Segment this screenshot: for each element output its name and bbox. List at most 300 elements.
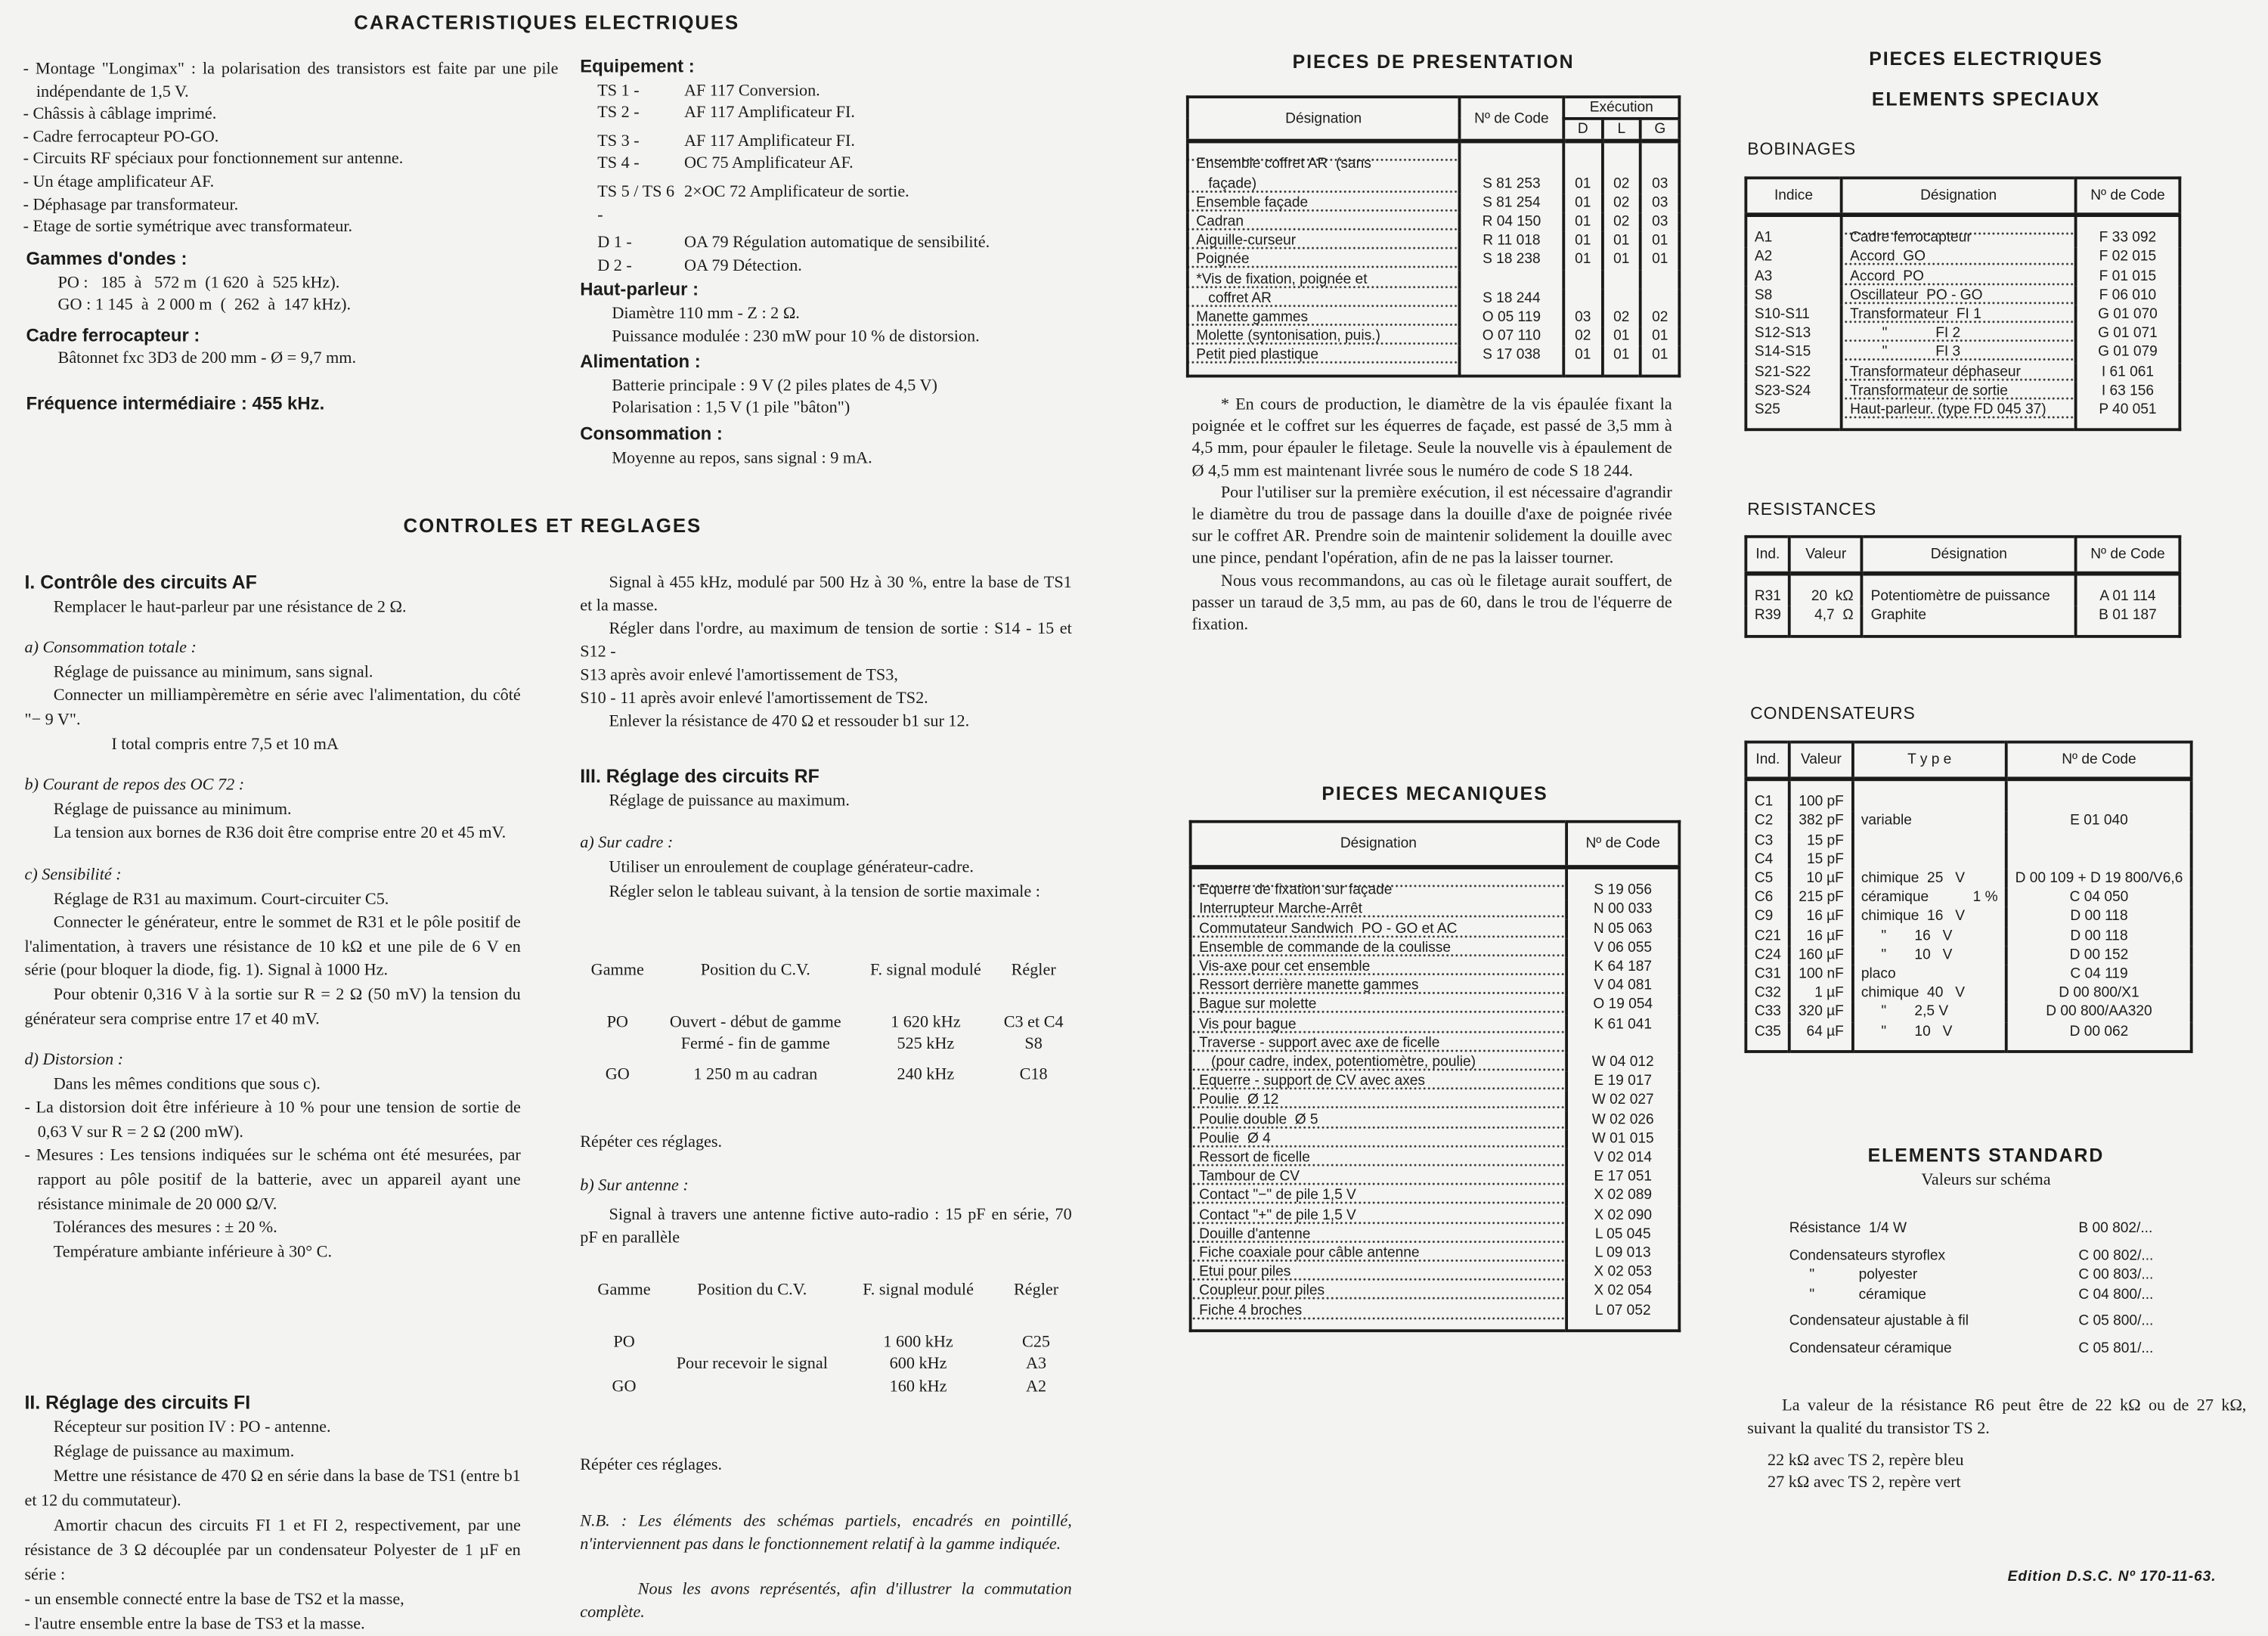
haut-parleur-heading: Haut-parleur : [580,279,699,300]
text-line: II. Réglage des circuits FI [24,1391,251,1414]
table-cell: céramique 1 % [1852,888,2006,907]
table-cell: C1 [1754,794,1774,810]
table-cell: R 11 018 [1460,232,1564,251]
standard-code: C 00 802/... [2078,1247,2154,1264]
table-cell: G 01 070 [2076,305,2180,324]
table-row [1191,1301,1680,1331]
consommation-text: Moyenne au repos, sans signal : 9 mA. [612,448,872,467]
rf-header: Position du C.V. [697,1280,807,1300]
table-cell: C9 [1754,909,1774,925]
rf-cell: 240 kHz [897,1064,955,1083]
standard-designation: Résistance 1/4 W [1789,1220,1907,1237]
table-cell: W 04 012 [1566,1053,1679,1072]
gammes-block [26,249,561,416]
table-cell: R31 [1754,589,1781,606]
table-row [1746,984,2192,1002]
table-cell: 02 [1563,327,1602,346]
table-cell: 01 [1602,232,1641,251]
table-cell: chimique 40 V [1852,984,2006,1002]
table-cell: " FI 3 [1842,343,2076,362]
table-cell: " FI 2 [1842,324,2076,343]
rf-cell: Ouvert - début de gamme [669,1012,841,1031]
table-cell: O 07 110 [1460,327,1564,346]
equipement-desc: OC 75 Amplificateur AF. [683,153,854,173]
rf-cell: GO [605,1064,630,1083]
table-cell [2006,779,2192,812]
table-cell [1566,1034,1679,1053]
gammes-go: GO : 1 145 à 2 000 m ( 262 à 147 kHz). [57,295,352,314]
standard-designation: " céramique [1789,1286,1926,1303]
table-row [1191,1072,1680,1091]
table-cell: Molette (syntonisation, puis.) [1188,327,1460,346]
table-cell: B 01 187 [2076,606,2180,636]
table-cell: 100 pF [1789,779,1852,812]
equipement-item [580,130,1086,153]
text-line: a) Consommation totale : [24,638,197,657]
table-cell: V 02 014 [1566,1148,1679,1167]
text-line: S13 après avoir enlevé l'amortissement de TS3, [580,665,898,684]
table-row [1746,286,2180,305]
standard-code: C 00 803/... [2078,1267,2154,1284]
standard-code: C 04 800/... [2078,1286,2154,1303]
section-title-controles: CONTROLES ET REGLAGES [403,515,702,537]
table-cell: Ensemble de commande de la coulisse [1191,938,1566,957]
table-row [1191,1168,1680,1187]
table-cell: Bague sur molette [1191,996,1566,1015]
table-cell [1602,289,1641,308]
table-row [1746,1022,2192,1052]
table-cell: 160 µF [1789,946,1852,965]
table-row [1191,958,1680,977]
table-row [1188,308,1680,327]
elements-speciaux-title: ELEMENTS SPECIAUX [1871,88,2100,110]
standard-designation: Condensateur céramique [1789,1340,1952,1356]
rf-cell: 1 250 m au cadran [693,1064,818,1083]
text-line: Réglage de R31 au maximum. Court-circuiter C5. [53,888,389,908]
standard-code: B 00 802/... [2078,1220,2153,1237]
text-line: - un ensemble connecté entre la base de TS2 et la masse, [24,1589,404,1609]
rf-cell [581,1033,653,1055]
edition-number: Edition D.S.C. Nº 170-11-63. [2007,1569,2217,1585]
table-cell [2006,831,2192,850]
table-cell: S 17 038 [1460,346,1564,376]
table-cell: C21 [1754,928,1781,944]
table-cell: S 81 253 [1460,175,1564,194]
col-d: D [1563,119,1602,141]
table-cell: chimique 16 V [1852,907,2006,926]
table-cell: 01 [1602,327,1641,346]
table-cell: D 00 118 [2006,927,2192,946]
table-cell: C2 [1754,813,1774,830]
table-cell: Ressort derrière manette gammes [1191,977,1566,996]
table-row [1191,1244,1680,1263]
table-cell: S 18 238 [1460,251,1564,270]
rf-cell: Fermé - fin de gamme [680,1034,830,1054]
table-cell: " 2,5 V [1852,1003,2006,1022]
table-cell: Ensemble façade [1188,194,1460,212]
table-cell: 20 kΩ [1789,574,1862,606]
table-row [1191,867,1680,900]
table-cell: Equerre de fixation sur façade [1191,867,1566,900]
table-row [1191,1206,1680,1225]
repeat-note-2: Répéter ces réglages. [580,1455,723,1474]
text-line: Connecter un milliampèremètre en série avec l'alimentation, du côté "− 9 V". [24,686,521,730]
standard-list [1789,1219,2154,1359]
table-row [1188,232,1680,251]
table-cell: variable [1852,812,2006,831]
table-cell: 4,7 Ω [1789,606,1862,636]
table-cell: X 02 054 [1566,1282,1679,1301]
table-cell: Interrupteur Marche-Arrêt [1191,900,1566,919]
table-cell: L 07 052 [1566,1301,1679,1331]
table-cell: Coupleur pour piles [1191,1282,1566,1301]
col-designation: Désignation [1188,97,1460,141]
table-row [1746,363,2180,382]
table-cell: L 05 045 [1566,1225,1679,1244]
table-cell [1602,270,1641,289]
table-row [1191,1129,1680,1148]
standard-item [1789,1266,2223,1285]
table-row [1746,305,2180,324]
text-line: Réglage de puissance au maximum. [609,791,850,810]
table-row [1191,1053,1680,1072]
table-row [1188,289,1680,308]
rf-header: Position du C.V. [700,960,810,980]
text-line: Réglage de puissance au minimum, sans signal. [53,662,373,681]
text-line: Tolérances des mesures : ± 20 %. [53,1218,277,1238]
table-cell: A 01 114 [2076,574,2180,606]
table-cell: Fiche 4 broches [1191,1301,1566,1331]
text-line: Régler selon le tableau suivant, à la tension de sortie maximale : [609,882,1040,901]
table-row [1188,346,1680,376]
table-cell: 01 [1602,251,1641,270]
table-cell: R39 [1754,608,1781,624]
rf-cell: PO [606,1012,628,1031]
table-cell: Contact "−" de pile 1,5 V [1191,1187,1566,1206]
text-line: Signal à 455 kHz, modulé par 500 Hz à 30 %, entre la base de TS1 et la masse. [580,572,1072,615]
table-row [1191,1148,1680,1167]
table-row [1191,1225,1680,1244]
table-cell: C6 [1754,890,1774,906]
table-row [1746,1003,2192,1022]
standard-designation: Condensateur ajustable à fil [1789,1313,1969,1330]
table-cell: 100 nF [1789,965,1852,984]
table-row [1191,1187,1680,1206]
presentation-title: PIECES DE PRESENTATION [1292,50,1575,73]
table-cell [1563,270,1602,289]
table-row [1191,938,1680,957]
col-ind: Ind. [1746,537,1789,574]
rf-row [581,1033,1074,1055]
col-code: Nº de Code [2076,537,2180,574]
table-cell: 01 [1602,346,1641,376]
table-row [1746,248,2180,267]
text-line: a) Sur cadre : [580,833,674,852]
col-valeur: Valeur [1789,742,1852,779]
gammes-heading: Gammes d'ondes : [26,249,187,269]
table-cell: D 00 152 [2006,946,2192,965]
table-cell: A2 [1754,249,1773,265]
table-row [1746,324,2180,343]
table-cell: Fiche coaxiale pour câble antenne [1191,1244,1566,1263]
equipement-item [580,101,1086,124]
text-line: - l'autre ensemble entre la base de TS3 et la masse. [24,1614,365,1634]
table-cell: 02 [1602,175,1641,194]
table-cell: Contact "+" de pile 1,5 V [1191,1206,1566,1225]
col-code: Nº de Code [1566,822,1679,868]
table-cell: Vis-axe pour cet ensemble [1191,958,1566,977]
rf-cell: A2 [1025,1377,1047,1396]
standard-item [1789,1339,2223,1359]
text-line: - Etage de sortie symétrique avec transformateur. [23,217,353,237]
table-cell: 64 µF [1789,1022,1852,1052]
table-cell: 01 [1641,232,1679,251]
table-row [1188,175,1680,194]
section-3-rf [580,755,1072,904]
text-line: Enlever la résistance de 470 Ω et ressouder b1 sur 12. [609,711,970,731]
alim-batterie: Batterie principale : 9 V (2 piles plates de 4,5 V) [612,375,937,395]
text-line: Connecter le générateur, entre le sommet de R31 et le pôle positif de l'alimentation, à travers une résistance de 10 kΩ et une pile de 6 V en série (pour bloquer la diode, fig. 1). Signal à 1000 Hz. [24,913,521,980]
col-g: G [1641,119,1679,141]
section-1-af [25,562,521,1265]
text-line: - Montage "Longimax" : la polarisation des transistors est faite par une pile indépendante de 1,5 V. [23,59,559,101]
table-row [1188,327,1680,346]
table-row [1191,1282,1680,1301]
table-cell: C35 [1754,1023,1781,1040]
sur-antenne-text: Signal à travers une antenne fictive auto-radio : 15 pF en série, 70 pF en parallèle [580,1204,1072,1247]
features-list [23,58,559,239]
table-cell: L 09 013 [1566,1244,1679,1263]
mecaniques-title: PIECES MECANIQUES [1321,782,1548,804]
equipement-ref: D 1 - [597,233,632,253]
col-l: L [1602,119,1641,141]
table-cell: 03 [1641,212,1679,231]
table-cell: S10-S11 [1754,306,1810,323]
table-cell: V 06 055 [1566,938,1679,957]
standard-item [1789,1219,2223,1239]
table-cell: 01 [1563,232,1602,251]
table-cell [1641,289,1679,308]
mecaniques-table [1189,820,1681,1332]
table-row [1746,888,2192,907]
table-cell: W 01 015 [1566,1129,1679,1148]
table-cell: Ressort de ficelle [1191,1148,1566,1167]
rf-antenne-table [581,1278,1074,1398]
table-cell: " 10 V [1852,946,2006,965]
text-line: b) Courant de repos des OC 72 : [24,775,245,795]
bobinages-label: BOBINAGES [1747,138,1857,160]
table-cell: Equerre - support de CV avec axes [1191,1072,1566,1091]
table-cell: A1 [1754,230,1773,246]
equipement-item [580,181,1086,226]
table-row [1746,831,2192,850]
table-cell: Commutateur Sandwich PO - GO et AC [1191,919,1566,938]
standard-designation: Condensateurs styroflex [1789,1247,1946,1264]
equipement-block [580,57,1086,469]
text-line: - Circuits RF spéciaux pour fonctionnement sur antenne. [23,149,404,169]
table-cell: C 04 119 [2006,965,2192,984]
condensateurs-label: CONDENSATEURS [1750,702,1916,723]
standard-code: C 05 800/... [2078,1313,2154,1330]
equipement-desc: AF 117 Amplificateur FI. [683,131,855,150]
table-cell: P 40 051 [2076,401,2180,430]
rf-header: Régler [1013,1280,1059,1300]
table-row [1191,996,1680,1015]
text-line: I. Contrôle des circuits AF [24,571,257,593]
table-row [1746,779,2192,812]
standard-code: C 05 801/... [2078,1340,2154,1356]
table-row [1191,1111,1680,1129]
table-cell: *Vis de fixation, poignée et [1188,270,1460,289]
nb-note-2: Nous les avons représentés, afin d'illustrer la commutation complète. [580,1579,1072,1622]
elements-standard-subtitle: Valeurs sur schéma [1921,1170,2051,1189]
table-cell [1563,141,1602,174]
table-row [1746,965,2192,984]
table-row [1746,401,2180,430]
table-cell: Oscillateur PO - GO [1842,286,2076,305]
table-row [1746,606,2180,636]
table-row [1191,919,1680,938]
equipement-desc: 2×OC 72 Amplificateur de sortie. [683,182,909,201]
table-cell: C 04 050 [2006,888,2192,907]
table-cell: 03 [1641,194,1679,212]
col-indice: Indice [1746,178,1841,215]
equipement-item [580,153,1086,175]
table-cell: X 02 053 [1566,1263,1679,1282]
presentation-table [1186,95,1681,376]
standard-item [1789,1285,2223,1305]
resistances-table [1744,535,2181,637]
col-type: T y p e [1852,742,2006,779]
alim-polarisation: Polarisation : 1,5 V (1 pile "bâton") [612,398,850,417]
table-cell: façade) [1188,175,1460,194]
table-row [1188,141,1680,174]
table-cell: Poulie Ø 4 [1191,1129,1566,1148]
rf-cell: 600 kHz [889,1354,947,1374]
table-cell: Cadre ferrocapteur [1842,215,2076,248]
hp-puissance: Puissance modulée : 230 mW pour 10 % de distorsion. [612,326,980,345]
table-cell [1641,270,1679,289]
table-row [1746,343,2180,362]
table-cell: 02 [1602,308,1641,327]
standard-item [1789,1312,2223,1331]
rf-row [581,1011,1074,1033]
table-row [1746,869,2192,888]
table-cell: 1 µF [1789,984,1852,1002]
table-cell: K 64 187 [1566,958,1679,977]
table-cell: Poignée [1188,251,1460,270]
table-cell: V 04 081 [1566,977,1679,996]
text-line: - Châssis à câblage imprimé. [23,104,217,123]
nb-note: N.B. : Les éléments des schémas partiels, encadrés en pointillé, n'interviennent pas dans le fonctionnement relatif à la gamme indiquée. [580,1511,1072,1554]
equipement-item [580,79,1086,101]
table-cell [1641,141,1679,174]
equipement-ref: TS 4 - [597,153,640,173]
table-cell [1852,851,2006,869]
table-cell [1460,141,1564,174]
rf-cell: C3 et C4 [1003,1012,1064,1031]
table-cell: Traverse - support avec axe de ficelle [1191,1034,1566,1053]
table-cell: Manette gammes [1188,308,1460,327]
table-cell: Etui pour piles [1191,1263,1566,1282]
table-cell: R 04 150 [1460,212,1564,231]
table-cell: O 05 119 [1460,308,1564,327]
table-cell: I 63 156 [2076,382,2180,401]
rf-cell: 1 620 kHz [891,1012,961,1031]
equipement-item [580,254,1086,277]
table-cell: S 19 056 [1566,867,1679,900]
table-cell: 01 [1641,327,1679,346]
equipement-ref: TS 1 - [597,80,640,100]
table-cell: C33 [1754,1004,1781,1021]
rf-header: Gamme [597,1280,651,1300]
table-row [1188,212,1680,231]
consommation-heading: Consommation : [580,423,723,445]
r6-option-blue: 22 kΩ avec TS 2, repère bleu [1768,1451,1964,1470]
table-cell: X 02 090 [1566,1206,1679,1225]
text-line: Mettre une résistance de 470 Ω en série dans la base de TS1 (entre b1 et 12 du commutateur). [24,1467,521,1511]
table-row [1191,1034,1680,1053]
table-cell: Accord GO [1842,248,2076,267]
frequence-intermediaire: Fréquence intermédiaire : 455 kHz. [26,393,325,414]
text-line: - Mesures : Les tensions indiquées sur le schéma ont été mesurées, par rapport au pôle positif de la batterie, avec un appareil ayant une résistance minimale de 20 000 Ω/V. [24,1146,521,1213]
table-row [1746,927,2192,946]
table-cell [1563,289,1602,308]
rf-cell: C25 [1022,1331,1051,1351]
equipement-ref: TS 3 - [597,131,640,150]
table-row [1746,851,2192,869]
table-cell: E 19 017 [1566,1072,1679,1091]
table-cell: E 01 040 [2006,812,2192,831]
col-execution: Exécution [1563,97,1679,119]
text-line: Remplacer le haut-parleur par une résistance de 2 Ω. [53,596,407,616]
text-line: d) Distorsion : [24,1050,124,1070]
table-cell: 15 pF [1789,851,1852,869]
table-cell: S25 [1754,401,1780,419]
table-cell [1602,141,1641,174]
text-line: La tension aux bornes de R36 doit être comprise entre 20 et 45 mV. [53,823,507,843]
rf-cell: C18 [1019,1064,1048,1083]
table-cell: Petit pied plastique [1188,346,1460,376]
table-cell: Douille d'antenne [1191,1225,1566,1244]
electriques-title: PIECES ELECTRIQUES [1869,48,2103,70]
equipement-desc: OA 79 Régulation automatique de sensibilité. [683,233,990,253]
table-cell: D 00 118 [2006,907,2192,926]
table-cell: G 01 079 [2076,343,2180,362]
table-cell: 02 [1602,212,1641,231]
table-cell: N 05 063 [1566,919,1679,938]
equipement-heading: Equipement : [580,56,695,77]
r6-option-green: 27 kΩ avec TS 2, repère vert [1768,1472,1961,1492]
rf-header-row [581,1278,1074,1330]
alimentation-heading: Alimentation : [580,352,701,372]
table-cell: " 16 V [1852,927,2006,946]
table-cell: D 00 800/X1 [2006,984,2192,1002]
rf-row [581,1330,1074,1352]
table-cell: 01 [1563,251,1602,270]
table-cell: Accord PO [1842,267,2076,286]
table-cell: C5 [1754,870,1774,887]
table-row [1746,907,2192,926]
table-cell: C31 [1754,966,1781,983]
table-cell: S 18 244 [1460,289,1564,308]
resistances-label: RESISTANCES [1747,499,1877,519]
table-cell: K 61 041 [1566,1015,1679,1033]
table-cell: coffret AR [1188,289,1460,308]
table-row [1191,900,1680,919]
table-cell: W 02 027 [1566,1091,1679,1110]
rf-cadre-table [581,959,1074,1086]
